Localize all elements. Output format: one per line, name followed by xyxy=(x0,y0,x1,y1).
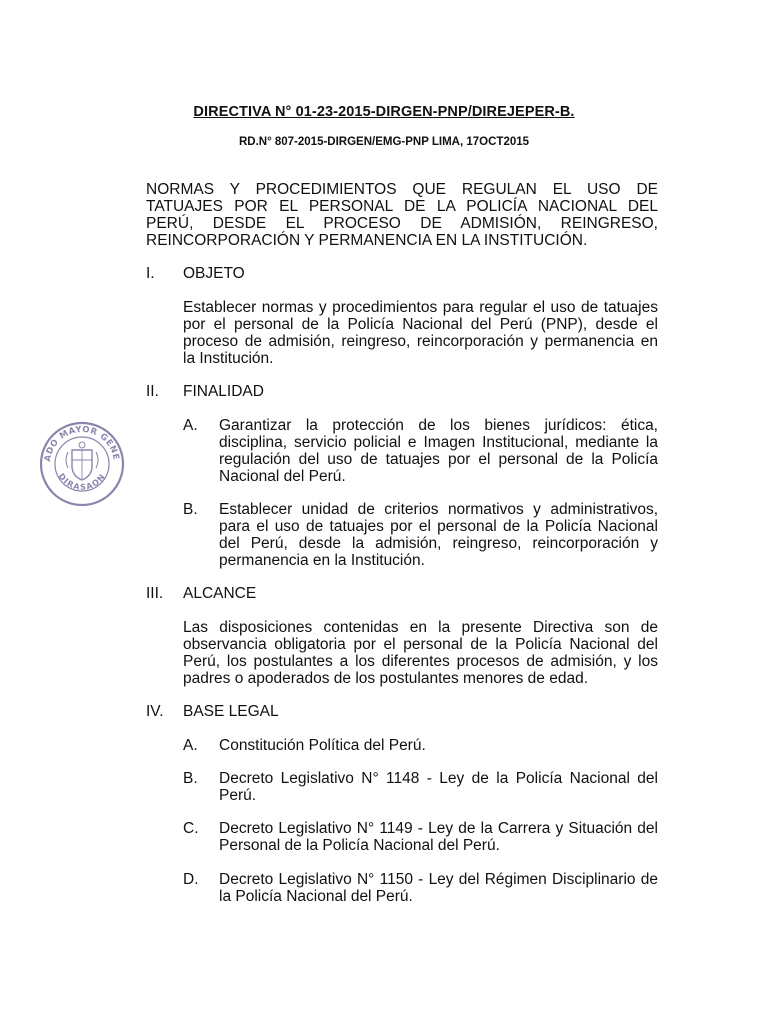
section-number-3: III. xyxy=(146,585,164,602)
document-subtitle: RD.N° 807-2015-DIRGEN/EMG-PNP LIMA, 17OCT2015 xyxy=(238,136,530,148)
official-seal-stamp xyxy=(38,420,126,508)
seal-top-text: ADO MAYOR GENE xyxy=(42,424,121,463)
list-item-letter: A. xyxy=(183,737,198,754)
list-item-text: Garantizar la protección de los bienes jurídicos: ética, disciplina, servicio policial e Imagen Institucional, mediante la regulación del uso de tatuajes por el personal de la Policía Nacional del Perú. xyxy=(219,417,658,485)
section-title-finalidad: FINALIDAD xyxy=(183,383,264,400)
list-item-text: Constitución Política del Perú. xyxy=(219,737,426,754)
section-title-alcance: ALCANCE xyxy=(183,585,257,602)
section-paragraph-alcance: Las disposiciones contenidas en la presente Directiva son de observancia obligatoria por el personal de la Policía Nacional del Perú, los postulantes a los diferentes procesos de admisión, y los padres o apoderados de los postulantes menores de edad. xyxy=(183,619,658,687)
section-number-1: I. xyxy=(146,265,155,282)
section-title-base-legal: BASE LEGAL xyxy=(183,703,279,720)
heading-line: NORMAS Y PROCEDIMIENTOS QUE REGULAN EL USO DE xyxy=(146,181,658,198)
heading-line: PERÚ, DESDE EL PROCESO DE ADMISIÓN, REINGRESO, xyxy=(146,215,658,232)
list-item-text: Establecer unidad de criterios normativos y administrativos, para el uso de tatuajes por el personal de la Policía Nacional del Perú, desde la admisión, reingreso, reincorporación y permanencia en la Institución. xyxy=(219,501,658,569)
section-paragraph-objeto: Establecer normas y procedimientos para regular el uso de tatuajes por el personal de la Policía Nacional del Perú (PNP), desde el proceso de admisión, reingreso, reincorporación y permanencia en la Institución. xyxy=(183,299,658,367)
heading-line: TATUAJES POR EL PERSONAL DE LA POLICÍA NACIONAL DEL xyxy=(146,198,658,215)
document-title: DIRECTIVA N° 01-23-2015-DIRGEN-PNP/DIREJEPER-B. xyxy=(193,104,575,120)
list-item-letter: D. xyxy=(183,871,199,888)
seal-icon xyxy=(38,420,126,508)
heading-line: REINCORPORACIÓN Y PERMANENCIA EN LA INSTITUCIÓN. xyxy=(146,232,588,249)
document-heading xyxy=(146,181,658,249)
list-item-text: Decreto Legislativo N° 1150 - Ley del Régimen Disciplinario de la Policía Nacional del Perú. xyxy=(219,871,658,905)
list-item-letter: C. xyxy=(183,820,199,837)
section-title-objeto: OBJETO xyxy=(183,265,245,282)
list-item-text: Decreto Legislativo N° 1149 - Ley de la Carrera y Situación del Personal de la Policía Nacional del Perú. xyxy=(219,820,658,854)
seal-bottom-text: DIRASAON xyxy=(56,471,108,492)
list-item-letter: B. xyxy=(183,501,198,518)
section-number-2: II. xyxy=(146,383,159,400)
list-item-letter: A. xyxy=(183,417,198,434)
list-item-text: Decreto Legislativo N° 1148 - Ley de la Policía Nacional del Perú. xyxy=(219,770,658,804)
section-number-4: IV. xyxy=(146,703,164,720)
list-item-letter: B. xyxy=(183,770,198,787)
